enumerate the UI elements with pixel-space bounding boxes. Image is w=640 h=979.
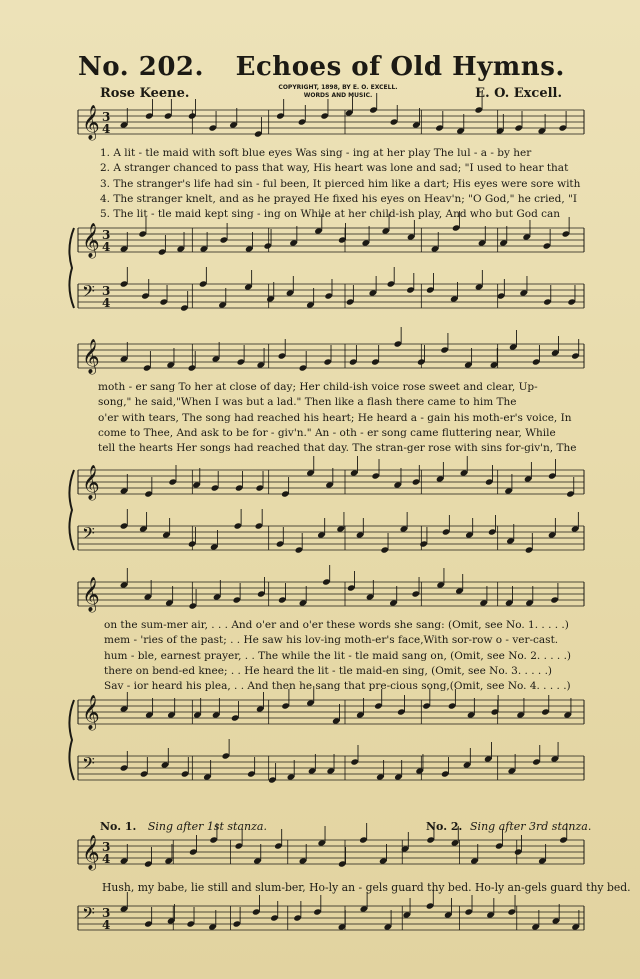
author: Rose Keene.: [100, 86, 190, 101]
lyric-line: tell the hearts Her songs had reached that day. The stran-ger rose with sins for-giv'n, The: [98, 442, 577, 455]
lyric-line: 2. A stranger chanced to pass that way, His heart was lone and sad; "I used to hear that: [100, 162, 569, 175]
bass-clef: 𝄢: [82, 753, 95, 777]
hymn-number: No. 202.: [78, 52, 205, 82]
system-brace: [69, 470, 74, 550]
bass-clef: 𝄢: [82, 281, 95, 305]
time-signature-top: 3: [102, 110, 111, 124]
time-signature-bottom: 4: [102, 918, 111, 932]
refrain-2-header: [426, 820, 591, 833]
treble-clef: 𝄞: [82, 465, 100, 500]
lyric-line: hum - ble, earnest prayer, . . The while the lit - tle maid sang on, (Omit, see No. 2. . . . .): [104, 649, 572, 662]
lyrics-system-3: [104, 618, 571, 694]
time-signature-bottom: 4: [102, 240, 111, 254]
lyric-line: there on bend-ed knee; . . He heard the lit - tle maid-en sing, (Omit, see No. 3. . . . .): [104, 664, 552, 677]
system-brace: [69, 700, 74, 780]
refrain-2-label: No. 2.: [426, 820, 463, 833]
copyright-line-2: WORDS AND MUSIC.: [303, 92, 373, 99]
treble-clef: 𝄞: [82, 105, 100, 140]
lyric-line: 1. A lit - tle maid with soft blue eyes Was sing - ing at her play The lul - a - by her: [100, 147, 532, 159]
lyric-line: come to Thee, And ask to be for - giv'n." An - oth - er song came fluttering near, While: [98, 426, 556, 439]
treble-clef: 𝄞: [82, 577, 100, 612]
time-signature-bottom: 4: [102, 122, 111, 136]
bass-clef: 𝄢: [82, 523, 95, 547]
composer: E. O. Excell.: [475, 86, 562, 101]
treble-clef: 𝄞: [82, 835, 100, 870]
system-brace: [69, 228, 74, 308]
lyric-line: 4. The stranger knelt, and as he prayed He fixed his eyes on Heav'n; "O God," he cried, "I: [100, 192, 578, 205]
copyright-line-1: COPYRIGHT, 1898, BY E. O. EXCELL.: [278, 84, 398, 91]
lyrics-system-2: [98, 380, 576, 456]
refrain-1-instruction: Sing after 1st stanza.: [147, 820, 267, 833]
lyric-line: 5. The lit - tle maid kept sing - ing on While at her child-ish play, And who but God can: [100, 208, 561, 221]
time-signature-top: 3: [102, 906, 111, 920]
lyric-line: 3. The stranger's life had sin - ful been, It pierced him like a dart; His eyes were sore with: [100, 177, 581, 190]
refrain-lyric: Hush, my babe, lie still and slum-ber, Ho-ly an - gels guard thy bed. Ho-ly an-gels guard thy bed.: [102, 881, 631, 894]
treble-clef: 𝄞: [82, 223, 100, 258]
lyric-line: mem - 'ries of the past; . . He saw his lov-ing moth-er's face,With sor-row o - ver-cast.: [104, 634, 559, 647]
lyric-line: moth - er sang To her at close of day; Her child-ish voice rose sweet and clear, Up-: [98, 381, 538, 393]
time-signature-bottom: 4: [102, 296, 111, 310]
bass-clef: 𝄢: [82, 903, 95, 927]
time-signature-top: 3: [102, 284, 111, 298]
refrain-1-header: [100, 820, 267, 833]
hymn-title: Echoes of Old Hymns.: [235, 52, 565, 82]
lyric-line: on the sum-mer air, . . . And o'er and o'er these words she sang: (Omit, see No. 1. . . . .): [104, 619, 569, 631]
refrain-2-instruction: Sing after 3rd stanza.: [470, 820, 592, 833]
lyrics-system-1: [100, 146, 580, 222]
lyric-line: o'er with tears, The song had reached his heart; He heard a - gain his moth-er's voice, In: [98, 411, 572, 424]
lyric-line: Sav - ior heard his plea, . . And then he sang that pre-cious song,(Omit, see No. 4. . . . .): [104, 680, 571, 693]
time-signature-bottom: 4: [102, 852, 111, 866]
lyric-line: song," he said,"When I was but a lad." Then like a flash there came to him The: [98, 396, 517, 409]
time-signature-top: 3: [102, 228, 111, 242]
treble-clef: 𝄞: [82, 695, 100, 730]
treble-clef: 𝄞: [82, 339, 100, 374]
time-signature-top: 3: [102, 840, 111, 854]
refrain-1-label: No. 1.: [100, 820, 137, 833]
